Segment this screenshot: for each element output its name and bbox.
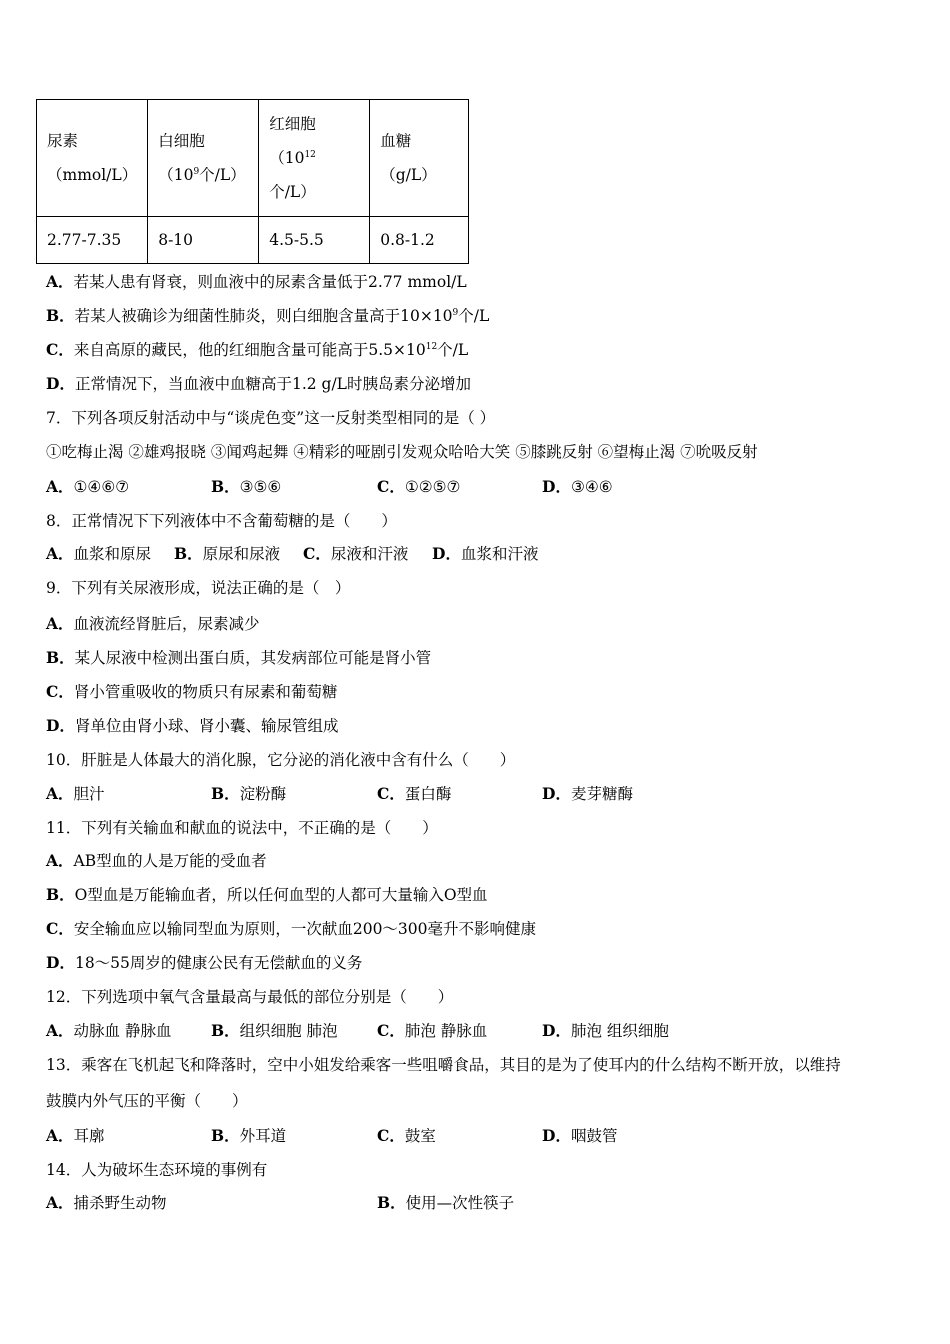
q13-option-b: B．外耳道: [211, 1126, 287, 1145]
q8-option-d: D．血浆和汗液: [432, 544, 539, 563]
q7-stem: 7．下列各项反射活动中与“谈虎色变”这一反射类型相同的是（ ）: [46, 409, 496, 427]
q11-option-a: A．AB型血的人是万能的受血者: [46, 851, 267, 870]
q12-option-a: A．动脉血 静脉血: [46, 1021, 172, 1040]
q12-option-d: D．肺泡 组织细胞: [542, 1021, 669, 1040]
q6-option-a: A．若某人患有肾衰，则血液中的尿素含量低于2.77 mmol/L: [46, 272, 467, 291]
q8-option-c: C．尿液和汗液: [303, 544, 409, 563]
q10-stem: 10．肝脏是人体最大的消化腺，它分泌的消化液中含有什么（ ）: [46, 751, 516, 769]
q8-option-b: B．原尿和尿液: [174, 544, 281, 563]
q13-option-a: A．耳廓: [46, 1126, 105, 1145]
header-cell-rbc: 红细胞 （$10^{12}$个/L）: [259, 100, 370, 217]
header-cell-wbc: 白细胞 （$10^9$个/L）: [148, 100, 259, 217]
q9-stem: 9．下列有关尿液形成，说法正确的是（ ）: [46, 579, 351, 597]
q11-option-d: D．18～55周岁的健康公民有无偿献血的义务: [46, 953, 363, 972]
q13-option-c: C．鼓室: [377, 1126, 436, 1145]
q11-option-b: B．O型血是万能输血者，所以任何血型的人都可大量输入O型血: [46, 885, 488, 904]
value-cell-rbc: 4.5-5.5: [259, 217, 370, 264]
q6-option-b: B．若某人被确诊为细菌性肺炎，则白细胞含量高于$10\times 10^9$个/L: [46, 306, 490, 325]
q8-option-a: A．血浆和原尿: [46, 544, 152, 563]
value-cell-wbc: 8-10: [148, 217, 259, 264]
reference-table: [36, 99, 469, 264]
q10-option-c: C．蛋白酶: [377, 784, 452, 803]
q11-option-c: C．安全输血应以输同型血为原则，一次献血200～300毫升不影响健康: [46, 919, 537, 938]
header-cell-glucose: 血糖 （g/L）: [370, 100, 469, 217]
q7-option-a: A．①④⑥⑦: [46, 477, 130, 496]
value-cell-urea: 2.77-7.35: [37, 217, 148, 264]
q13-stem-line1: 13．乘客在飞机起飞和降落时，空中小姐发给乘客一些咀嚼食品，其目的是为了使耳内的什么结构不断开放，以维持: [46, 1056, 841, 1074]
q9-option-d: D．肾单位由肾小球、肾小囊、输尿管组成: [46, 716, 339, 735]
q10-option-b: B．淀粉酶: [211, 784, 287, 803]
q12-option-b: B．组织细胞 肺泡: [211, 1021, 338, 1040]
q6-option-d: D．正常情况下，当血液中血糖高于1.2 g/L时胰岛素分泌增加: [46, 374, 471, 393]
q12-option-c: C．肺泡 静脉血: [377, 1021, 488, 1040]
q13-stem-line2: 鼓膜内外气压的平衡（ ）: [46, 1092, 248, 1110]
q8-stem: 8．正常情况下下列液体中不含葡萄糖的是（ ）: [46, 512, 397, 530]
value-cell-glucose: 0.8-1.2: [370, 217, 469, 264]
q7-option-d: D．③④⑥: [542, 477, 613, 496]
q10-option-d: D．麦芽糖酶: [542, 784, 633, 803]
q11-stem: 11．下列有关输血和献血的说法中，不正确的是（ ）: [46, 819, 438, 837]
q14-option-a: A．捕杀野生动物: [46, 1193, 167, 1212]
q9-option-a: A．血液流经肾脏后，尿素减少: [46, 614, 260, 633]
q7-option-b: B．③⑤⑥: [211, 477, 282, 496]
header-cell-urea: 尿素 （mmol/L）: [37, 100, 148, 217]
q9-option-c: C．肾小管重吸收的物质只有尿素和葡萄糖: [46, 682, 338, 701]
q9-option-b: B．某人尿液中检测出蛋白质，其发病部位可能是肾小管: [46, 648, 432, 667]
q7-option-c: C．①②⑤⑦: [377, 477, 461, 496]
q6-option-c: C．来自高原的藏民，他的红细胞含量可能高于$5.5\times 10^{12}$个/L: [46, 340, 469, 359]
q14-option-b: B．使用—次性筷子: [377, 1193, 515, 1212]
q12-stem: 12．下列选项中氧气含量最高与最低的部位分别是（ ）: [46, 988, 454, 1006]
q13-option-d: D．咽鼓管: [542, 1126, 618, 1145]
q10-option-a: A．胆汁: [46, 784, 105, 803]
q7-items: ①吃梅止渴 ②雄鸡报晓 ③闻鸡起舞 ④精彩的哑剧引发观众哈哈大笑 ⑤膝跳反射 ⑥望梅止渴 ⑦吮吸反射: [46, 443, 758, 461]
q14-stem: 14．人为破坏生态环境的事例有: [46, 1161, 268, 1179]
